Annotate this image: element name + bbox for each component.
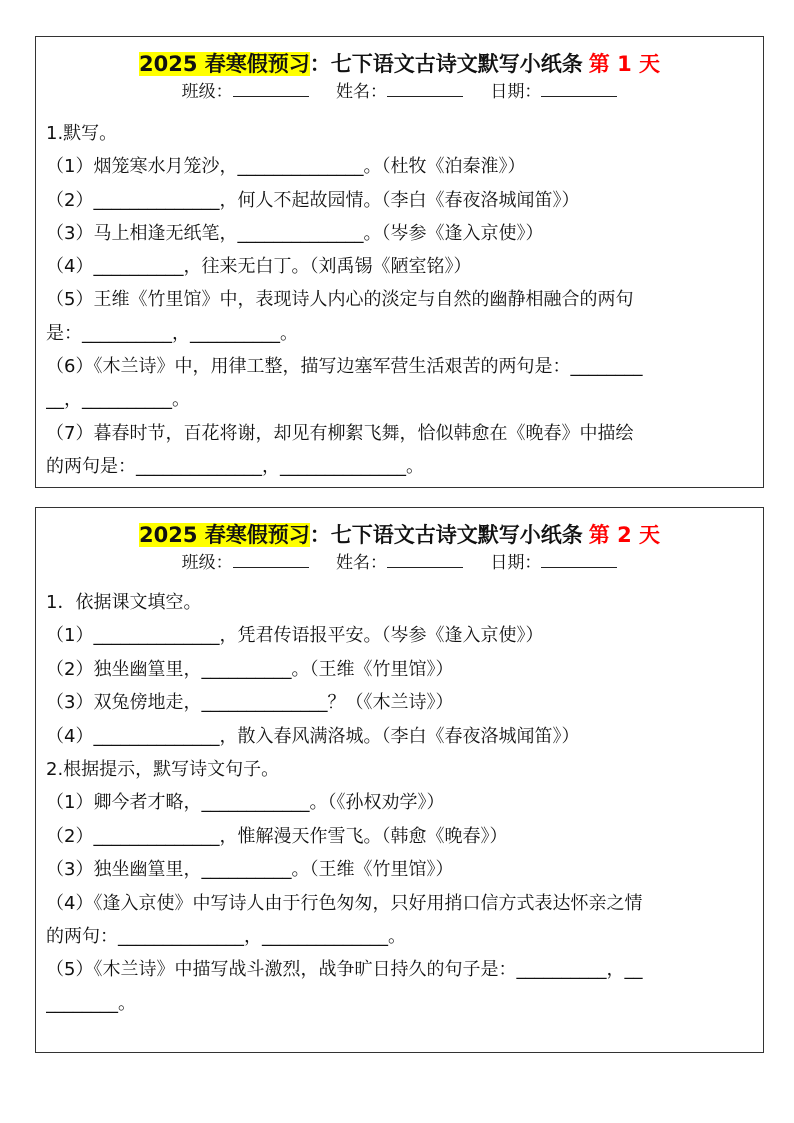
day-label: 第 2 天: [588, 523, 660, 547]
class-blank[interactable]: [233, 80, 309, 97]
title-highlight: 2025 春寒假预习: [139, 52, 310, 76]
title-text: ：七下语文古诗文默写小纸条: [309, 52, 583, 76]
question-line: 2.根据提示，默写诗文句子。: [46, 758, 280, 780]
question-line: （4）__________，往来无白丁。（刘禹锡《陋室铭》）: [46, 256, 472, 278]
question-line: （3）独坐幽篁里，__________。（王维《竹里馆》）: [46, 859, 454, 881]
question-line: （4）______________，散入春风满洛城。（李白《春夜洛城闻笛》）: [46, 725, 580, 747]
question-line: 1．依据课文填空。: [46, 592, 202, 613]
question-line: 的两句：______________，______________。: [46, 925, 406, 947]
title-highlight: 2025 春寒假预习: [139, 523, 310, 547]
date-blank[interactable]: [541, 551, 617, 568]
question-line: （1）卿今者才略，____________。（《孙权劝学》）: [46, 792, 445, 814]
slip-title: [46, 520, 753, 550]
class-label: 班级：: [181, 553, 233, 573]
name-label: 姓名：: [336, 82, 387, 102]
name-blank[interactable]: [387, 551, 463, 568]
question-line: （5）《木兰诗》中描写战斗激烈，战争旷日持久的句子是：__________，__: [46, 959, 643, 981]
question-line: ________。: [46, 992, 136, 1014]
question-line: （4）《逢入京使》中写诗人由于行色匆匆，只好用捎口信方式表达怀亲之情: [46, 892, 643, 914]
question-list: [46, 117, 753, 483]
dictation-slip-day-1: [35, 36, 764, 488]
question-line: （3）双兔傍地走，______________？（《木兰诗》）: [46, 692, 454, 714]
question-line: （2）独坐幽篁里，__________。（王维《竹里馆》）: [46, 658, 454, 680]
student-info-row: [46, 79, 753, 105]
class-label: 班级：: [181, 82, 233, 102]
question-line: （7）暮春时节，百花将谢，却见有柳絮飞舞，恰似韩愈在《晚春》中描绘: [46, 422, 634, 444]
class-blank[interactable]: [233, 551, 309, 568]
name-blank[interactable]: [387, 80, 463, 97]
question-line: （6）《木兰诗》中，用律工整，描写边塞军营生活艰苦的两句是：________: [46, 356, 643, 378]
question-line: （1）______________，凭君传语报平安。（岑参《逢入京使》）: [46, 625, 544, 647]
question-list: [46, 586, 753, 1020]
date-blank[interactable]: [541, 80, 617, 97]
title-text: ：七下语文古诗文默写小纸条: [309, 523, 583, 547]
student-info-row: [46, 550, 753, 576]
question-line: 是：__________，__________。: [46, 322, 298, 344]
question-line: 的两句是：______________，______________。: [46, 455, 424, 477]
date-label: 日期：: [490, 82, 542, 102]
question-line: （2）______________，何人不起故园情。（李白《春夜洛城闻笛》）: [46, 189, 580, 211]
question-line: （3）马上相逢无纸笔，______________。（岑参《逢入京使》）: [46, 222, 544, 244]
day-label: 第 1 天: [588, 52, 660, 76]
question-line: （2）______________，惟解漫天作雪飞。（韩愈《晚春》）: [46, 825, 508, 847]
question-line: （5）王维《竹里馆》中，表现诗人内心的淡定与自然的幽静相融合的两句: [46, 289, 634, 311]
date-label: 日期：: [490, 553, 542, 573]
name-label: 姓名：: [336, 553, 387, 573]
question-line: （1）烟笼寒水月笼沙，______________。（杜牧《泊秦淮》）: [46, 156, 526, 178]
question-line: 1.默写。: [46, 123, 118, 144]
question-line: __，__________。: [46, 389, 190, 411]
slip-title: [46, 49, 753, 79]
dictation-slip-day-2: [35, 507, 764, 1053]
